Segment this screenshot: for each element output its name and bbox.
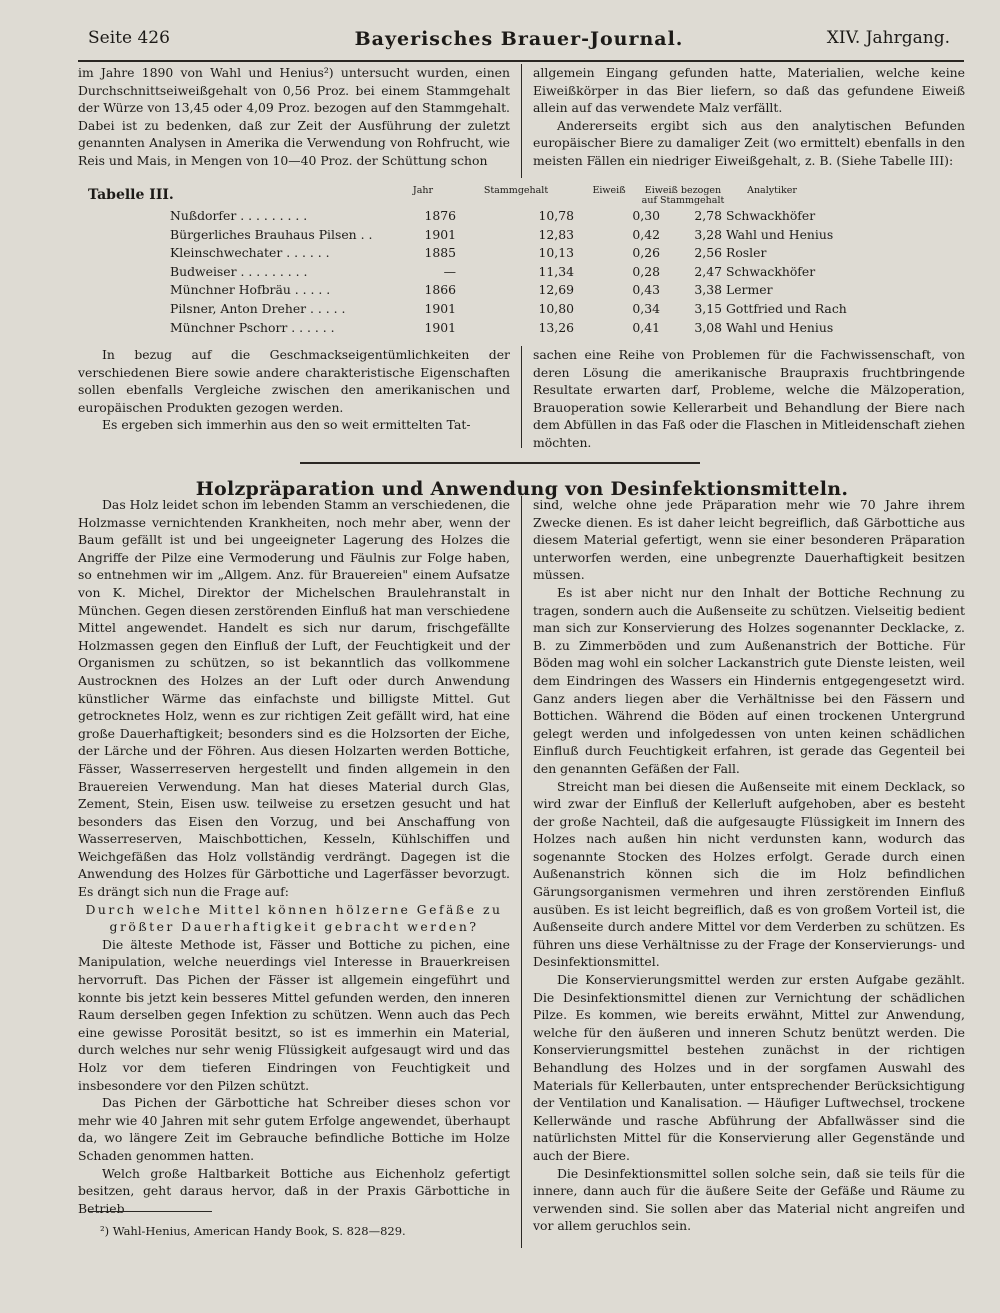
table-header-year: Jahr [412, 185, 434, 196]
article-paragraph: Die Konservierungsmittel werden zur ersten Aufgabe gezählt. Die Desinfektionsmittel dienen zur Vernichtung der schädlichen Pilze. Es kommen, wie bereits erwähnt, Mittel zur Anwendung, welche für den äußeren und inneren Schutz benützt werden. Die Konservierungsmittel bestehen zunächst in der richtigen Behandlung des Holzes und in der sorgfamen Auswahl des Materials für Kellerbauten, unter entsprechender Berücksichtigung der Ventilation und Kanalisation. — Häufiger Luftwechsel, trockene Kellerwände und rasche Abführung der Abfallwässer sind die natürlichsten Mittel für die Konservierung aller Gegenstände und auch der Biere. [533, 972, 965, 1163]
cell-bezogen: 2,56 [694, 245, 722, 261]
cell-beer: Münchner Pschorr . . . . . . [170, 319, 335, 335]
cell-eiweiss: 0,34 [632, 300, 660, 316]
cell-year: 1901 [424, 226, 456, 242]
cell-year: 1876 [424, 208, 456, 223]
cell-bezogen: 3,28 [694, 226, 722, 242]
cell-eiweiss: 0,41 [632, 319, 660, 335]
cell-stammgehalt: 10,13 [538, 245, 574, 261]
table-row [170, 264, 870, 283]
table-header-eiweiss: Eiweiß [592, 185, 626, 196]
protein-table [170, 208, 870, 338]
article-paragraph: Die Desinfektionsmittel sollen solche sein, daß sie teils für die innere, dann auch für die äußere Seite der Gefäße und Räume zu verwenden sind. Sie sollen aber das Material nicht angreifen und vor allem geruchlos sein. [533, 1165, 965, 1234]
table-row [170, 282, 870, 301]
article-title: Holzpräparation und Anwendung von Desinfektionsmitteln. [195, 478, 849, 500]
cell-stammgehalt: 13,26 [538, 319, 574, 335]
top-right-column [533, 64, 965, 170]
cell-bezogen: 3,15 [694, 300, 722, 316]
article-right-column [533, 496, 965, 1235]
table-header-stammgehalt: Stammgehalt [483, 185, 549, 196]
cell-year: 1866 [424, 282, 456, 298]
cell-analytiker: Rosler [726, 245, 767, 261]
mid-left-paragraph-2: Es ergeben sich immerhin aus den so weit ermittelten Tat- [102, 417, 471, 433]
table-row [170, 301, 870, 320]
cell-bezogen: 2,47 [694, 263, 722, 279]
cell-stammgehalt: 11,34 [538, 263, 574, 279]
cell-eiweiss: 0,42 [632, 226, 660, 242]
cell-year: 1885 [424, 245, 456, 261]
cell-analytiker: Gottfried und Rach [726, 300, 847, 316]
cell-year: — [443, 263, 456, 279]
cell-stammgehalt: 10,78 [538, 208, 574, 223]
mid-left-paragraph-1: In bezug auf die Geschmackseigentümlichkeiten der verschiedenen Biere sowie andere charakteristische Eigenschaften sollen ebenfalls Vergleiche zwischen den amerikanischen und europäischen Produkten gezogen werden. [78, 347, 510, 415]
top-left-paragraph: im Jahre 1890 von Wahl und Henius²) untersucht wurden, einen Durchschnittseiweißgehalt von 0,56 Proz. bei einem Stammgehalt der Würze von 13,45 oder 4,09 Proz. bezogen auf den Stammgehalt. Dabei ist zu bedenken, daß zur Zeit der Ausführung der zuletzt genannten Analysen in Amerika die Verwendung von Rohfrucht, wie Reis und Mais, in Mengen von 10—40 Proz. der Schüttung schon [78, 65, 510, 168]
question-line-1: Durch welche Mittel können hölzerne Gefäße zu [85, 901, 503, 917]
section-rule [300, 462, 700, 464]
journal-title: Bayerisches Brauer-Journal. [354, 28, 684, 50]
header-rule [78, 60, 964, 62]
cell-bezogen: 3,38 [694, 282, 722, 298]
cell-analytiker: Wahl und Henius [726, 319, 834, 335]
volume-year: XIV. Jahrgang. [826, 28, 950, 48]
footnote: ²) Wahl-Henius, American Handy Book, S. 828—829. [100, 1224, 406, 1238]
cell-year: 1901 [424, 319, 456, 335]
cell-eiweiss: 0,43 [632, 282, 660, 298]
footnote-rule [88, 1211, 212, 1212]
cell-beer: Münchner Hofbräu . . . . . [170, 282, 331, 298]
mid-right-column [533, 346, 965, 452]
table-header-bezogen: Eiweiß bezogen auf Stammgehalt [641, 185, 725, 206]
cell-eiweiss: 0,26 [632, 245, 660, 261]
article-paragraph: Es ist aber nicht nur den Inhalt der Bottiche Rechnung zu tragen, sondern auch die Außenseite zu schützen. Vielseitig bedient man sich zur Konservierung des Holzes sogenannter Decklacke, z. B. zu Zimmerböden und zum Außenanstrich der Bottiche. Für Böden mag wohl ein solcher Lackanstrich gute Dienste leisten, weil dem Eindringen des Wassers ein Hindernis entgegengesetzt wird. Ganz anders liegen aber die Verhältnisse bei den Fässern und Bottichen. Während die Böden auf einen trockenen Untergrund gelegt werden und infolgedessen von unten keinen schädlichen Einfluß durch Feuchtigkeit erfahren, ist gerade das Gegenteil bei den genannten Gefäßen der Fall. [533, 584, 965, 776]
article-paragraph: Die älteste Methode ist, Fässer und Bottiche zu pichen, eine Manipulation, welche neuerdings viel Interesse in Brauerkreisen hervorruft. Das Pichen der Fässer ist allgemein eingeführt und konnte bis jetzt kein besseres Mittel gefunden werden, den inneren Raum derselben gegen Infektion zu schützen. Wenn auch das Pech eine gewisse Porosität besitzt, so ist es immerhin ein Material, durch welches nur sehr wenig Flüssigkeit aufgesaugt wird und das Holz vor dem tieferen Eindringen von Feuchtigkeit und insbesondere vor den Pilzen schützt. [78, 936, 510, 1093]
cell-bezogen: 2,78 [694, 208, 722, 223]
article-paragraph: Das Pichen der Gärbottiche hat Schreiber dieses schon vor mehr wie 40 Jahren mit sehr gutem Erfolge angewendet, überhaupt da, wo längere Zeit im Gebrauche befindliche Bottiche im Holze Schaden genommen hatten. [78, 1095, 510, 1163]
article-paragraph: Welch große Haltbarkeit Bottiche aus Eichenholz gefertigt besitzen, geht daraus hervor, daß in der Praxis Gärbottiche in Betrieb [78, 1165, 510, 1216]
cell-analytiker: Lermer [726, 282, 773, 298]
cell-analytiker: Wahl und Henius [726, 226, 834, 242]
page-number: Seite 426 [88, 28, 170, 48]
table-title: Tabelle III. [88, 187, 174, 203]
cell-beer: Nußdorfer . . . . . . . . . [170, 208, 308, 223]
cell-year: 1901 [424, 300, 456, 316]
table-row [170, 227, 870, 246]
top-left-column [78, 64, 510, 170]
page-header [78, 22, 960, 58]
cell-beer: Bürgerliches Brauhaus Pilsen . . [170, 226, 373, 242]
article-column-divider [521, 496, 522, 1248]
cell-beer: Budweiser . . . . . . . . . [170, 263, 308, 279]
top-right-paragraph-1: allgemein Eingang gefunden hatte, Materialien, welche keine Eiweißkörper in das Bier liefern, so daß das gefundene Eiweiß allein auf das verwendete Malz verfällt. [533, 65, 965, 116]
mid-left-column [78, 346, 510, 434]
cell-beer: Pilsner, Anton Dreher . . . . . [170, 300, 346, 316]
top-right-paragraph-2: Andererseits ergibt sich aus den analytischen Befunden europäischer Biere zu damaliger Zeit (wo ermittelt) ebenfalls in den meisten Fällen ein niedriger Eiweißgehalt, z. B. (Siehe Tabelle III): [533, 117, 965, 168]
article-paragraph: Das Holz leidet schon im lebenden Stamm an verschiedenen, die Holzmasse vernichtenden Krankheiten, noch mehr aber, wenn der Baum gefällt ist und bei ungeeigneter Lagerung des Holzes die Angriffe der Pilze eine Vermoderung und Fäulnis zur Folge haben, so entnehmen wir im „Allgem. Anz. für Brauereien" einem Aufsatze von K. Michel, Direktor der Michelschen Braulehranstalt in München. Gegen diesen zerstörenden Einfluß hat man verschiedene Mittel angewendet. Handelt es sich nur darum, frischgefällte Holzmassen gegen den Einfluß der Luft, der Feuchtigkeit und der Organismen zu schützen, so ist bekanntlich das vollkommene Austrocknen des Holzes an der Luft oder durch Anwendung künstlicher Wärme das einfachste und billigste Mittel. Gut getrocknetes Holz, wenn es zur richtigen Zeit gefällt wird, hat eine große Dauerhaftigkeit; besonders sind es die Holzsorten der Eiche, der Lärche und der Föhren. Aus diesen Holzarten werden Bottiche, Fässer, Wasserreserven hergestellt und finden allgemein in den Brauereien Verwendung. Man hat dieses Material durch Glas, Zement, Stein, Eisen usw. teilweise zu ersetzen gesucht und hat besonders das Eisen den Vorzug, und bei Anschaffung von Wasserreserven, Maischbottichen, Kesseln, Kühlschiffen und Weichgefäßen das Holz vollständig verdrängt. Dagegen ist die Anwendung des Holzes für Gärbottiche und Lagerfässer bevorzugt. Es drängt sich nun die Frage auf: [78, 497, 510, 900]
article-paragraph: sind, welche ohne jede Präparation mehr wie 70 Jahre ihrem Zwecke dienen. Es ist daher leicht begreiflich, daß Gärbottiche aus diesem Material gefertigt, wenn sie einer besonderen Präparation unterworfen werden, eine unbegrenzte Dauerhaftigkeit besitzen müssen. [533, 497, 965, 583]
table-header-analytiker: Analytiker [747, 185, 797, 196]
cell-eiweiss: 0,30 [632, 208, 660, 223]
article-paragraph: Streicht man bei diesen die Außenseite mit einem Decklack, so wird zwar der Einfluß der Kellerluft aufgehoben, aber es besteht der große Nachteil, daß die aufgesaugte Flüssigkeit im Innern des Holzes nach außen hin nicht verdunsten kann, wodurch das sogenannte Stocken des Holzes erfolgt. Gerade durch einen Außenanstrich können sich die im Holz befindlichen Gärungsorganismen vermehren und ihren zerstörenden Einfluß ausüben. Es ist leicht begreiflich, daß es von großem Vorteil ist, die Außenseite durch andere Mittel vor dem Verderben zu schützen. Es führen uns diese Verhältnisse zu der Frage der Konservierungs- und Desinfektionsmittel. [533, 778, 965, 970]
cell-stammgehalt: 12,69 [538, 282, 574, 298]
cell-stammgehalt: 10,80 [538, 300, 574, 316]
question-line-2: größter Dauerhaftigkeit gebracht werden? [109, 919, 479, 935]
table-row [170, 320, 870, 339]
cell-bezogen: 3,08 [694, 319, 722, 335]
mid-column-divider [521, 346, 522, 448]
top-column-divider [521, 64, 522, 178]
mid-right-paragraph: sachen eine Reihe von Problemen für die Fachwissenschaft, von deren Lösung die amerikanische Braupraxis fruchtbringende Resultate erwarten darf, Probleme, welche die Mälzoperation, Brauoperation sowie Kellerarbeit und Behandlung der Biere nach dem Abfüllen in das Faß oder die Flaschen in Mitleidenschaft ziehen möchten. [533, 347, 965, 450]
table-row [170, 208, 870, 227]
table-row [170, 245, 870, 264]
cell-stammgehalt: 12,83 [538, 226, 574, 242]
cell-analytiker: Schwackhöfer [726, 263, 816, 279]
cell-eiweiss: 0,28 [632, 263, 660, 279]
article-left-column [78, 496, 510, 1217]
cell-beer: Kleinschwechater . . . . . . [170, 245, 330, 261]
cell-analytiker: Schwackhöfer [726, 208, 816, 223]
